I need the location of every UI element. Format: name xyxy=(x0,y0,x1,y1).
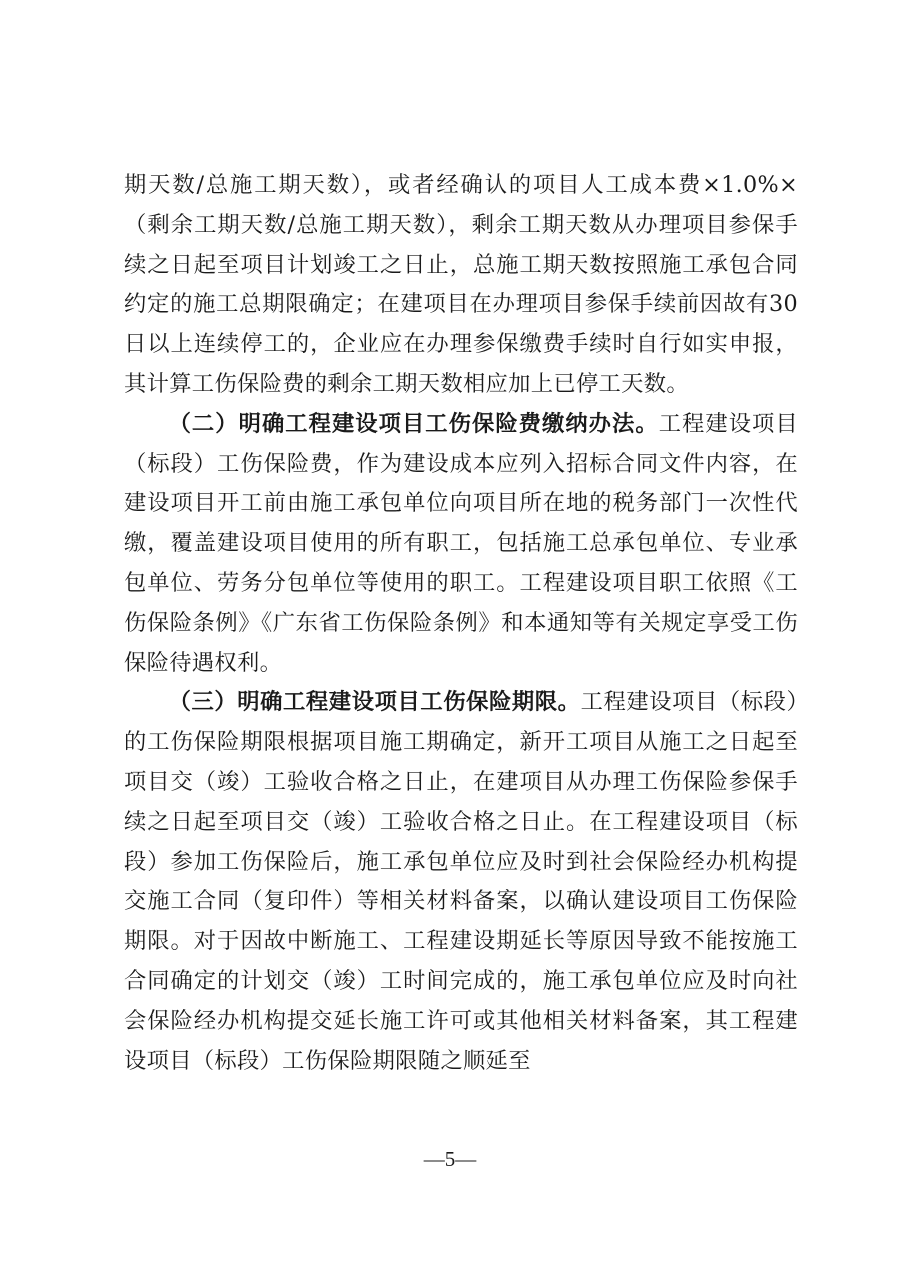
section-heading-insurance-period: （三）明确工程建设项目工伤保险期限。 xyxy=(168,689,581,716)
paragraph-insurance-period xyxy=(124,683,798,1081)
paragraph-text: 工程建设项目（标段）工伤保险费，作为建设成本应列入招标合同文件内容，在建设项目开工前由施工承包单位向项目所在地的税务部门一次性代缴，覆盖建设项目使用的所有职工，包括施工总承包单位、专业承包单位、劳务分包单位等使用的职工。工程建设项目职工依照《工伤保险条例》《广东省工伤保险条例》和本通知等有关规定享受工伤保险待遇权利。 xyxy=(124,410,798,676)
section-heading-payment-method: （二）明确工程建设项目工伤保险费缴纳办法。 xyxy=(168,410,659,437)
document-body xyxy=(124,166,798,1081)
page-number: —5— xyxy=(423,1147,477,1171)
paragraph-text: 工程建设项目（标段）的工伤保险期限根据项目施工期确定，新开工项目从施工之日起至项目交（竣）工验收合格之日止，在建项目从办理工伤保险参保手续之日起至项目交（竣）工验收合格之日止。在工程建设项目（标段）参加工伤保险后，施工承包单位应及时到社会保险经办机构提交施工合同（复印件）等相关材料备案，以确认建设项目工伤保险期限。对于因故中断施工、工程建设期延长等原因导致不能按施工合同确定的计划交（竣）工时间完成的，施工承包单位应及时向社会保险经办机构提交延长施工许可或其他相关材料备案，其工程建设项目（标段）工伤保险期限随之顺延至 xyxy=(124,689,798,1074)
paragraph-text: 期天数/总施工期天数），或者经确认的项目人工成本费×1.0%×（剩余工期天数/总施工期天数），剩余工期天数从办理项目参保手续之日起至项目计划竣工之日止，总施工期天数按照施工承包合同约定的施工总期限确定；在建项目在办理项目参保手续前因故有30日以上连续停工的，企业应在办理参保缴费手续时自行如实申报，其计算工伤保险费的剩余工期天数相应加上已停工天数。 xyxy=(124,172,798,397)
paragraph-continued xyxy=(124,166,798,405)
paragraph-payment-method xyxy=(124,405,798,684)
